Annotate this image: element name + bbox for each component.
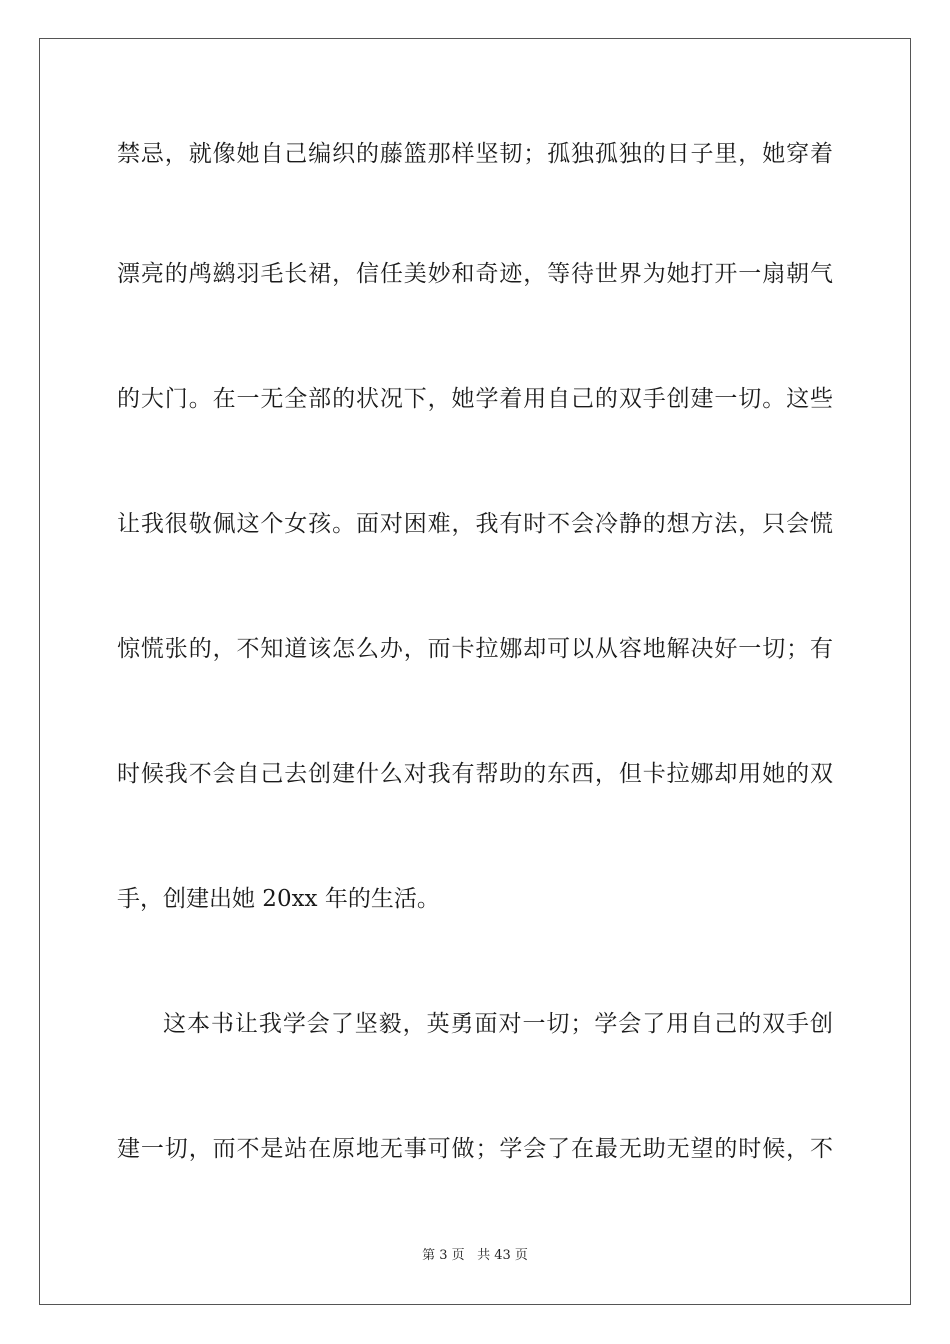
- page-border: [39, 38, 911, 1305]
- text-line: 惊慌张的，不知道该怎么办，而卡拉娜却可以从容地解决好一切；有: [117, 636, 833, 662]
- page-number: 第 3 页: [422, 1248, 465, 1263]
- text-line: 建一切，而不是站在原地无事可做；学会了在最无助无望的时候，不: [117, 1136, 833, 1162]
- text-line: 漂亮的鸬鹚羽毛长裙，信任美妙和奇迹，等待世界为她打开一扇朝气: [117, 261, 833, 287]
- text-line: 让我很敬佩这个女孩。面对困难，我有时不会冷静的想方法，只会慌: [117, 511, 833, 537]
- text-line: 禁忌，就像她自己编织的藤篮那样坚韧；孤独孤独的日子里，她穿着: [117, 141, 833, 167]
- paragraph-first-line: 这本书让我学会了坚毅，英勇面对一切；学会了用自己的双手创: [163, 1011, 833, 1037]
- page-total: 共 43 页: [477, 1248, 528, 1263]
- text-line: 的大门。在一无全部的状况下，她学着用自己的双手创建一切。这些: [117, 386, 833, 412]
- text-line: 时候我不会自己去创建什么对我有帮助的东西，但卡拉娜却用她的双: [117, 761, 833, 787]
- page-footer: [0, 1247, 950, 1265]
- text-line: 手，创建出她 20xx 年的生活。: [117, 886, 440, 912]
